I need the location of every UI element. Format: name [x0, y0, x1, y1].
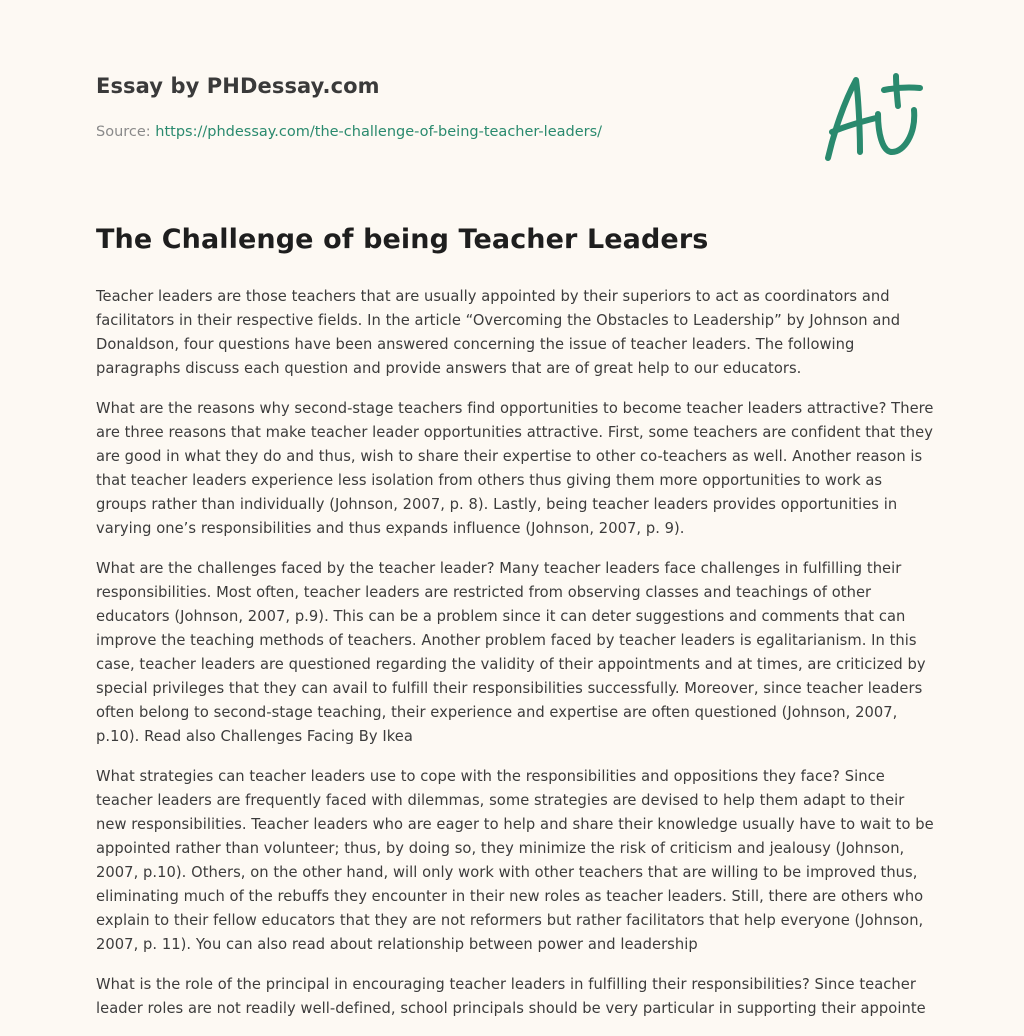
- essay-paragraph: What is the role of the principal in encouraging teacher leaders in fulfilling their responsibilities? Since teacher leader roles are not readily well-defined, school principals should be very particular in supporting their appointe: [96, 976, 926, 1017]
- source-label: Source:: [96, 124, 156, 140]
- site-brand: Essay by PHDessay.com: [96, 74, 380, 98]
- essay-title: The Challenge of being Teacher Leaders: [96, 224, 709, 255]
- essay-paragraph: What strategies can teacher leaders use to cope with the responsibilities and oppositions they face? Since teacher leaders are frequently faced with dilemmas, some strategies are devised to help them adapt to their new responsibilities. Teacher leaders who are eager to help and share their knowledge usually have to wait to be appointed rather than volunteer; thus, by doing so, they minimize the risk of criticism and jealousy (Johnson, 2007, p.10). Others, on the other hand, will only work with other teachers that are willing to be improved thus, eliminating much of the rebuffs they encounter in their new roles as teacher leaders. Still, there are others who explain to their fellow educators that they are not reformers but rather facilitators that help everyone (Johnson, 2007, p. 11). You can also read about relationship between power and leadership: [96, 768, 934, 953]
- essay-body: [96, 285, 936, 1036]
- a-plus-grade-icon: [818, 66, 928, 166]
- source-line: [96, 124, 602, 140]
- essay-paragraph: Teacher leaders are those teachers that are usually appointed by their superiors to act as coordinators and facilitators in their respective fields. In the article “Overcoming the Obstacles to Leadership” by Johnson and Donaldson, four questions have been answered concerning the issue of teacher leaders. The following paragraphs discuss each question and provide answers that are of great help to our educators.: [96, 288, 901, 377]
- source-link[interactable]: https://phdessay.com/the-challenge-of-being-teacher-leaders/: [155, 124, 603, 140]
- essay-paragraph: What are the reasons why second-stage teachers find opportunities to become teacher leaders attractive? There are three reasons that make teacher leader opportunities attractive. First, some teachers are confident that they are good in what they do and thus, wish to share their expertise to other co-teachers as well. Another reason is that teacher leaders experience less isolation from others thus giving them more opportunities to work as groups rather than individually (Johnson, 2007, p. 8). Lastly, being teacher leaders provides opportunities in varying one’s responsibilities and thus expands influence (Johnson, 2007, p. 9).: [96, 400, 934, 537]
- essay-paragraph: What are the challenges faced by the teacher leader? Many teacher leaders face challenges in fulfilling their responsibilities. Most often, teacher leaders are restricted from observing classes and teachings of other educators (Johnson, 2007, p.9). This can be a problem since it can deter suggestions and comments that can improve the teaching methods of teachers. Another problem faced by teacher leaders is egalitarianism. In this case, teacher leaders are questioned regarding the validity of their appointments and at times, are criticized by special privileges that they can avail to fulfill their responsibilities successfully. Moreover, since teacher leaders often belong to second-stage teaching, their experience and expertise are often questioned (Johnson, 2007, p.10). Read also Challenges Facing By Ikea: [96, 560, 926, 745]
